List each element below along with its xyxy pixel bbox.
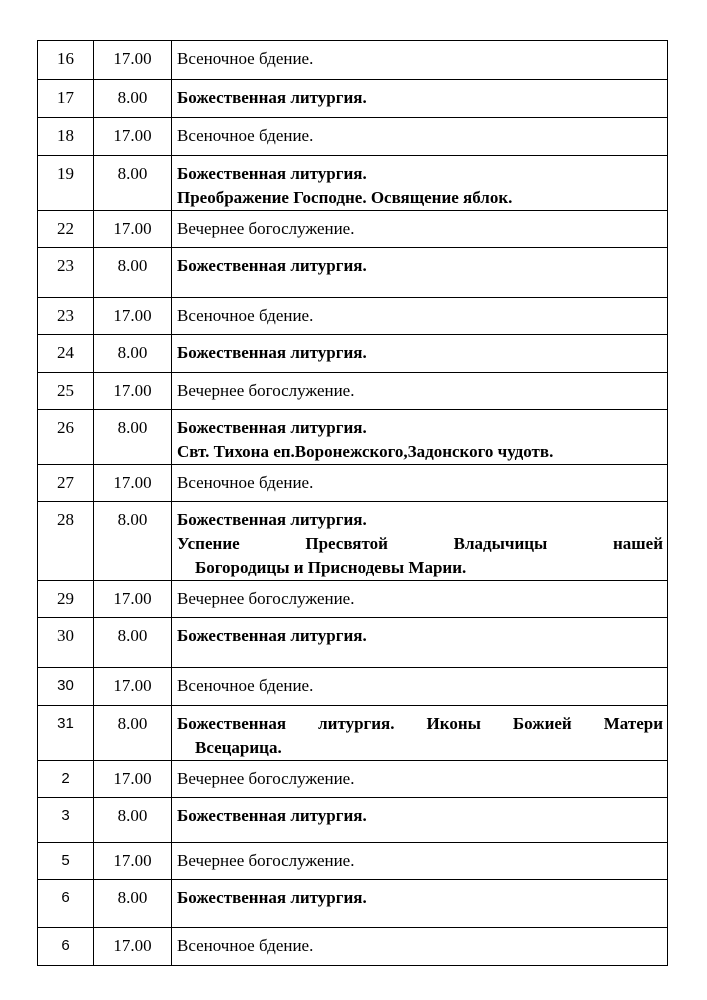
day-cell: 28 (38, 502, 94, 581)
service-title: Божественная литургия. (177, 164, 367, 183)
schedule-row (38, 706, 668, 761)
schedule-row (38, 618, 668, 668)
time-cell: 17.00 (94, 928, 172, 966)
schedule-body (38, 41, 668, 966)
schedule-row (38, 502, 668, 581)
service-cell (172, 581, 668, 618)
day-cell: 5 (38, 843, 94, 880)
service-title: Вечернее богослужение. (177, 219, 355, 238)
service-title: Вечернее богослужение. (177, 589, 355, 608)
service-cell (172, 298, 668, 335)
day-cell: 26 (38, 410, 94, 465)
schedule-row (38, 410, 668, 465)
feast-name: Свт. Тихона еп.Воронежского,Задонского чудотв. (177, 442, 554, 461)
day-cell: 27 (38, 465, 94, 502)
schedule-row (38, 248, 668, 298)
day-cell: 17 (38, 80, 94, 118)
service-title: Божественная литургия. (177, 806, 367, 825)
service-cell (172, 80, 668, 118)
schedule-row (38, 843, 668, 880)
day-cell: 31 (38, 706, 94, 761)
day-cell: 25 (38, 373, 94, 410)
service-cell (172, 156, 668, 211)
time-cell: 17.00 (94, 298, 172, 335)
service-cell (172, 843, 668, 880)
time-cell: 17.00 (94, 373, 172, 410)
service-title: Всеночное бдение. (177, 49, 314, 68)
service-title: Всеночное бдение. (177, 306, 314, 325)
service-cell (172, 410, 668, 465)
service-cell (172, 118, 668, 156)
schedule-row (38, 581, 668, 618)
schedule-row (38, 373, 668, 410)
schedule-table (37, 40, 668, 966)
feast-name: Преображение Господне. Освящение яблок. (177, 188, 513, 207)
day-cell: 2 (38, 761, 94, 798)
time-cell: 8.00 (94, 798, 172, 843)
service-cell (172, 502, 668, 581)
service-cell (172, 373, 668, 410)
time-cell: 8.00 (94, 80, 172, 118)
feast-name: Успение Пресвятой Владычицы нашей (177, 534, 663, 553)
time-cell: 8.00 (94, 880, 172, 928)
service-title: Божественная литургия. (177, 88, 367, 107)
service-cell (172, 798, 668, 843)
schedule-row (38, 156, 668, 211)
service-title: Божественная литургия. (177, 888, 367, 907)
schedule-row (38, 798, 668, 843)
service-title: Всеночное бдение. (177, 676, 314, 695)
schedule-row (38, 298, 668, 335)
time-cell: 8.00 (94, 706, 172, 761)
service-title: Божественная литургия. (177, 626, 367, 645)
service-cell (172, 618, 668, 668)
feast-name: Всецарица. (195, 738, 282, 757)
time-cell: 8.00 (94, 248, 172, 298)
schedule-row (38, 80, 668, 118)
day-cell: 16 (38, 41, 94, 80)
service-title: Всеночное бдение. (177, 126, 314, 145)
service-title: Всеночное бдение. (177, 473, 314, 492)
day-cell: 24 (38, 335, 94, 373)
service-cell (172, 928, 668, 966)
day-cell: 6 (38, 928, 94, 966)
schedule-row (38, 928, 668, 966)
service-cell (172, 335, 668, 373)
schedule-row (38, 335, 668, 373)
schedule-row (38, 211, 668, 248)
feast-name-continued: Богородицы и Приснодевы Марии. (195, 558, 467, 577)
day-cell: 23 (38, 248, 94, 298)
day-cell: 18 (38, 118, 94, 156)
service-cell (172, 465, 668, 502)
service-title: Всеночное бдение. (177, 936, 314, 955)
schedule-row (38, 761, 668, 798)
time-cell: 17.00 (94, 41, 172, 80)
day-cell: 19 (38, 156, 94, 211)
service-cell (172, 211, 668, 248)
day-cell: 6 (38, 880, 94, 928)
time-cell: 17.00 (94, 668, 172, 706)
schedule-row (38, 465, 668, 502)
day-cell: 22 (38, 211, 94, 248)
day-cell: 3 (38, 798, 94, 843)
schedule-row (38, 880, 668, 928)
schedule-row (38, 41, 668, 80)
schedule-row (38, 118, 668, 156)
time-cell: 8.00 (94, 410, 172, 465)
time-cell: 8.00 (94, 618, 172, 668)
time-cell: 8.00 (94, 502, 172, 581)
time-cell: 17.00 (94, 843, 172, 880)
day-cell: 23 (38, 298, 94, 335)
service-title: Вечернее богослужение. (177, 381, 355, 400)
service-title: Божественная литургия. (177, 256, 367, 275)
day-cell: 30 (38, 618, 94, 668)
service-title: Божественная литургия. (177, 510, 367, 529)
time-cell: 8.00 (94, 335, 172, 373)
service-title: Вечернее богослужение. (177, 769, 355, 788)
service-cell (172, 668, 668, 706)
service-cell (172, 248, 668, 298)
time-cell: 17.00 (94, 465, 172, 502)
service-cell (172, 41, 668, 80)
service-title: Вечернее богослужение. (177, 851, 355, 870)
time-cell: 8.00 (94, 156, 172, 211)
schedule-row (38, 668, 668, 706)
service-title: Божественная литургия. Иконы Божией Матери (177, 714, 663, 733)
service-title: Божественная литургия. (177, 343, 367, 362)
day-cell: 29 (38, 581, 94, 618)
service-cell (172, 706, 668, 761)
service-cell (172, 880, 668, 928)
day-cell: 30 (38, 668, 94, 706)
time-cell: 17.00 (94, 118, 172, 156)
time-cell: 17.00 (94, 581, 172, 618)
time-cell: 17.00 (94, 211, 172, 248)
time-cell: 17.00 (94, 761, 172, 798)
service-cell (172, 761, 668, 798)
service-title: Божественная литургия. (177, 418, 367, 437)
